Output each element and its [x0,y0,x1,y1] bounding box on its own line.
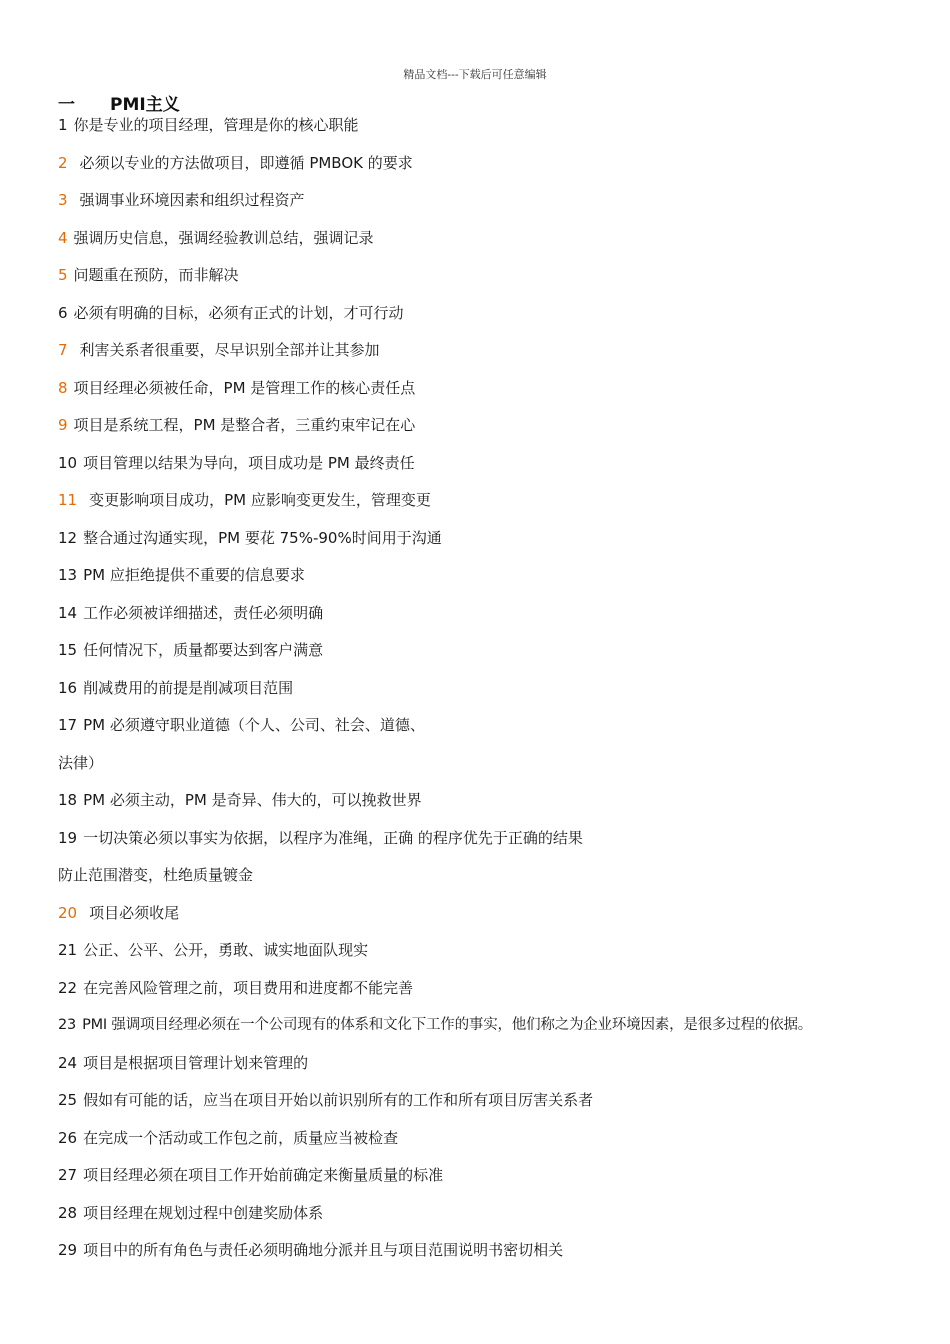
item-number: 21 [58,941,78,959]
item-number: 17 [58,716,78,734]
item-text: 整合通过沟通实现，PM 要花 75%-90%时间用于沟通 [83,528,442,547]
list-item [58,1088,938,1126]
item-text: 利害关系者很重要，尽早识别全部并让其参加 [79,341,380,359]
item-text: 项目是系统工程，PM 是整合者，三重约束牢记在心 [73,416,416,434]
list-item [58,1013,938,1051]
list-item [58,713,938,751]
item-number: 24 [58,1053,78,1072]
item-number: 9 [58,416,68,434]
list-item [58,1163,938,1201]
list-item [58,863,938,901]
principles-list [58,113,938,1276]
list-item [58,976,938,1014]
item-text: 削减费用的前提是削减项目范围 [83,678,294,697]
item-number: 8 [58,378,68,397]
list-item [58,488,938,526]
item-text: 工作必须被详细描述，责任必须明确 [83,603,324,622]
item-number: 7 [58,341,68,359]
item-number: 2 [58,153,68,172]
list-item [58,226,938,264]
item-number: 3 [58,191,68,209]
item-text: 必须以专业的方法做项目，即遵循 PMBOK 的要求 [79,153,413,172]
item-number: 20 [58,903,78,922]
item-text: 项目必须收尾 [89,903,180,922]
item-text: PMI 强调项目经理必须在一个公司现有的体系和文化下工作的事实，他们称之为企业环境因素，是很多过程的依据。 [82,1017,813,1033]
list-item [58,1238,938,1276]
list-item [58,563,938,601]
item-text: 项目经理必须在项目工作开始前确定来衡量质量的标准 [83,1166,444,1184]
item-number: 15 [58,641,78,659]
item-text: 防止范围潜变，杜绝质量镀金 [58,866,254,884]
list-item [58,938,938,976]
item-number: 11 [58,491,78,509]
item-text: 必须有明确的目标，必须有正式的计划，才可行动 [73,303,404,322]
item-number: 1 [58,116,68,134]
item-text: 法律） [58,753,104,772]
item-text: 在完成一个活动或工作包之前，质量应当被检查 [83,1128,399,1147]
section-number: 一 [58,95,75,115]
item-text: 强调事业环境因素和组织过程资产 [79,191,305,209]
item-text: 变更影响项目成功，PM 应影响变更发生，管理变更 [89,491,431,509]
item-number: 16 [58,678,78,697]
item-number: 27 [58,1166,78,1184]
item-number: 23 [58,1017,77,1033]
item-number: 4 [58,228,68,247]
item-number: 5 [58,266,68,284]
item-text: 项目经理在规划过程中创建奖励体系 [83,1203,324,1222]
list-item [58,301,938,339]
item-text: 项目中的所有角色与责任必须明确地分派并且与项目范围说明书密切相关 [83,1241,564,1259]
item-text: 在完善风险管理之前，项目费用和进度都不能完善 [83,978,414,997]
list-item [58,263,938,301]
item-number: 10 [58,453,78,472]
item-text: 强调历史信息，强调经验教训总结，强调记录 [73,228,374,247]
list-item [58,901,938,939]
item-text: PM 应拒绝提供不重要的信息要求 [83,566,305,584]
list-item [58,451,938,489]
item-number: 14 [58,603,78,622]
item-text: 公正、公平、公开，勇敢、诚实地面队现实 [83,941,369,959]
list-item [58,376,938,414]
section-title-text: PMI主义 [110,95,180,115]
list-item [58,826,938,864]
item-text: 任何情况下，质量都要达到客户满意 [83,641,324,659]
item-number: 26 [58,1128,78,1147]
section-title [58,90,180,115]
list-item [58,676,938,714]
item-text: 你是专业的项目经理，管理是你的核心职能 [73,116,359,134]
item-text: 假如有可能的话，应当在项目开始以前识别所有的工作和所有项目厉害关系者 [83,1091,594,1109]
list-item [58,113,938,151]
item-text: 项目经理必须被任命，PM 是管理工作的核心责任点 [73,378,416,397]
item-number: 28 [58,1203,78,1222]
list-item [58,188,938,226]
item-number: 18 [58,791,78,809]
list-item [58,1051,938,1089]
item-number: 25 [58,1091,78,1109]
item-number: 29 [58,1241,78,1259]
list-item [58,413,938,451]
list-item [58,751,938,789]
page-header: 精品文档---下载后可任意编辑 [403,68,547,81]
item-number: 22 [58,978,78,997]
item-text: 一切决策必须以事实为依据，以程序为准绳，正确 的程序优先于正确的结果 [83,828,583,847]
item-number: 6 [58,303,68,322]
item-number: 12 [58,528,78,547]
item-text: PM 必须遵守职业道德（个人、公司、社会、道德、 [83,716,425,734]
item-text: PM 必须主动，PM 是奇异、伟大的，可以挽救世界 [83,791,422,809]
list-item [58,638,938,676]
item-text: 问题重在预防，而非解决 [73,266,239,284]
list-item [58,601,938,639]
list-item [58,1126,938,1164]
list-item [58,338,938,376]
list-item [58,1201,938,1239]
list-item [58,788,938,826]
item-number: 13 [58,566,78,584]
item-number: 19 [58,828,78,847]
list-item [58,151,938,189]
item-text: 项目管理以结果为导向，项目成功是 PM 最终责任 [83,453,415,472]
item-text: 项目是根据项目管理计划来管理的 [83,1053,309,1072]
list-item [58,526,938,564]
